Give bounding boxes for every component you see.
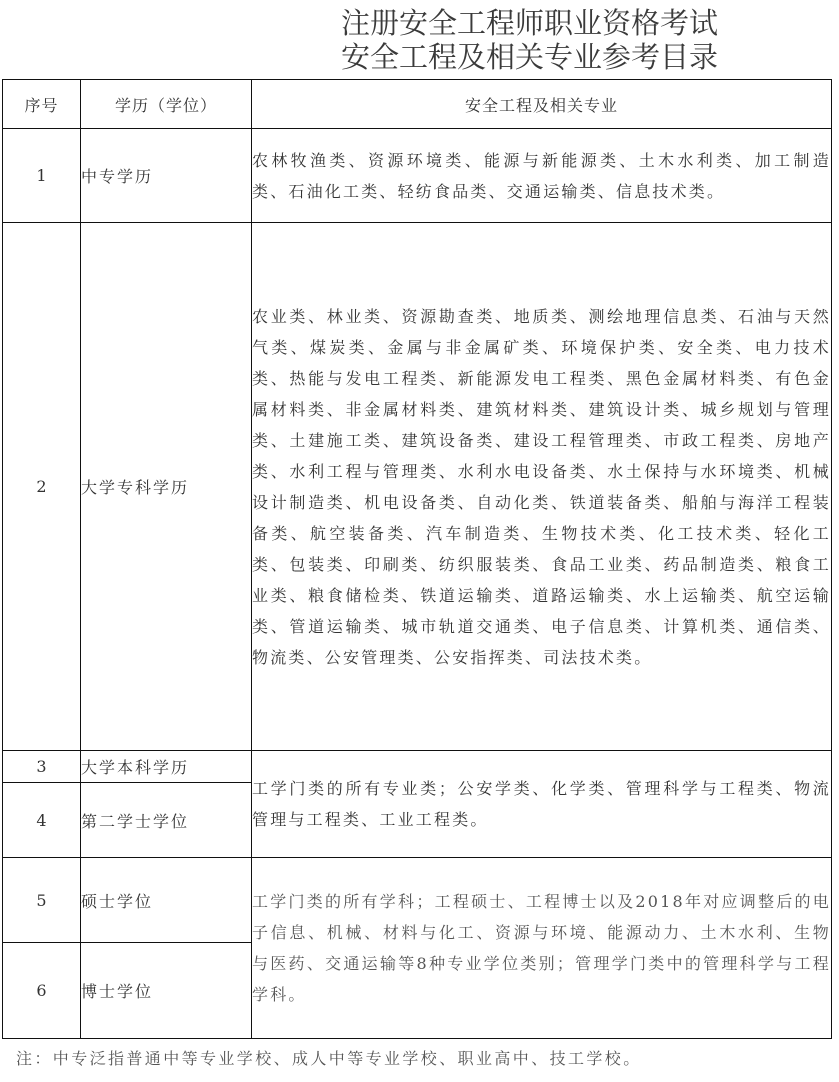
title-line-1: 注册安全工程师职业资格考试	[340, 6, 718, 40]
row-number: 6	[3, 943, 81, 1039]
table-row	[3, 858, 832, 943]
footnote: 注：中专泛指普通中等专业学校、成人中等专业学校、职业高中、技工学校。	[16, 1049, 642, 1068]
row-degree: 第二学士学位	[81, 783, 252, 858]
header-degree: 学历（学位）	[81, 80, 252, 129]
title-line-2: 安全工程及相关专业参考目录	[340, 40, 718, 74]
row-degree: 博士学位	[81, 943, 252, 1039]
row-degree: 大学专科学历	[81, 223, 252, 751]
row-number: 5	[3, 858, 81, 943]
table-row	[3, 751, 832, 783]
row-degree: 大学本科学历	[81, 751, 252, 783]
header-number: 序号	[3, 80, 81, 129]
table-row	[3, 223, 832, 751]
header-majors: 安全工程及相关专业	[252, 80, 832, 129]
row-majors: 农业类、林业类、资源勘查类、地质类、测绘地理信息类、石油与天然气类、煤炭类、金属与非金属矿类、环境保护类、安全类、电力技术类、热能与发电工程类、新能源发电工程类、黑色金属材料类、有色金属材料类、非金属材料类、建筑材料类、建筑设计类、城乡规划与管理类、土建施工类、建筑设备类、建设工程管理类、市政工程类、房地产类、水利工程与管理类、水利水电设备类、水土保持与水环境类、机械设计制造类、机电设备类、自动化类、铁道装备类、船舶与海洋工程装备类、航空装备类、汽车制造类、生物技术类、化工技术类、轻化工类、包装类、印刷类、纺织服装类、食品工业类、药品制造类、粮食工业类、粮食储检类、铁道运输类、道路运输类、水上运输类、航空运输类、管道运输类、城市轨道交通类、电子信息类、计算机类、通信类、物流类、公安管理类、公安指挥类、司法技术类。	[252, 223, 832, 751]
row-degree: 中专学历	[81, 129, 252, 223]
row-degree: 硕士学位	[81, 858, 252, 943]
document-title	[0, 6, 839, 74]
row-number: 4	[3, 783, 81, 858]
row-majors: 工学门类的所有专业类；公安学类、化学类、管理科学与工程类、物流管理与工程类、工业工程类。	[252, 751, 832, 858]
table-header-row	[3, 80, 832, 129]
row-number: 2	[3, 223, 81, 751]
row-majors: 工学门类的所有学科；工程硕士、工程博士以及2018年对应调整后的电子信息、机械、材料与化工、资源与环境、能源动力、土木水利、生物与医药、交通运输等8种专业学位类别；管理学门类中的管理科学与工程学科。	[252, 858, 832, 1039]
row-majors: 农林牧渔类、资源环境类、能源与新能源类、土木水利类、加工制造类、石油化工类、轻纺食品类、交通运输类、信息技术类。	[252, 129, 832, 223]
row-number: 1	[3, 129, 81, 223]
row-number: 3	[3, 751, 81, 783]
major-catalog-table	[2, 79, 832, 1039]
table-row	[3, 129, 832, 223]
